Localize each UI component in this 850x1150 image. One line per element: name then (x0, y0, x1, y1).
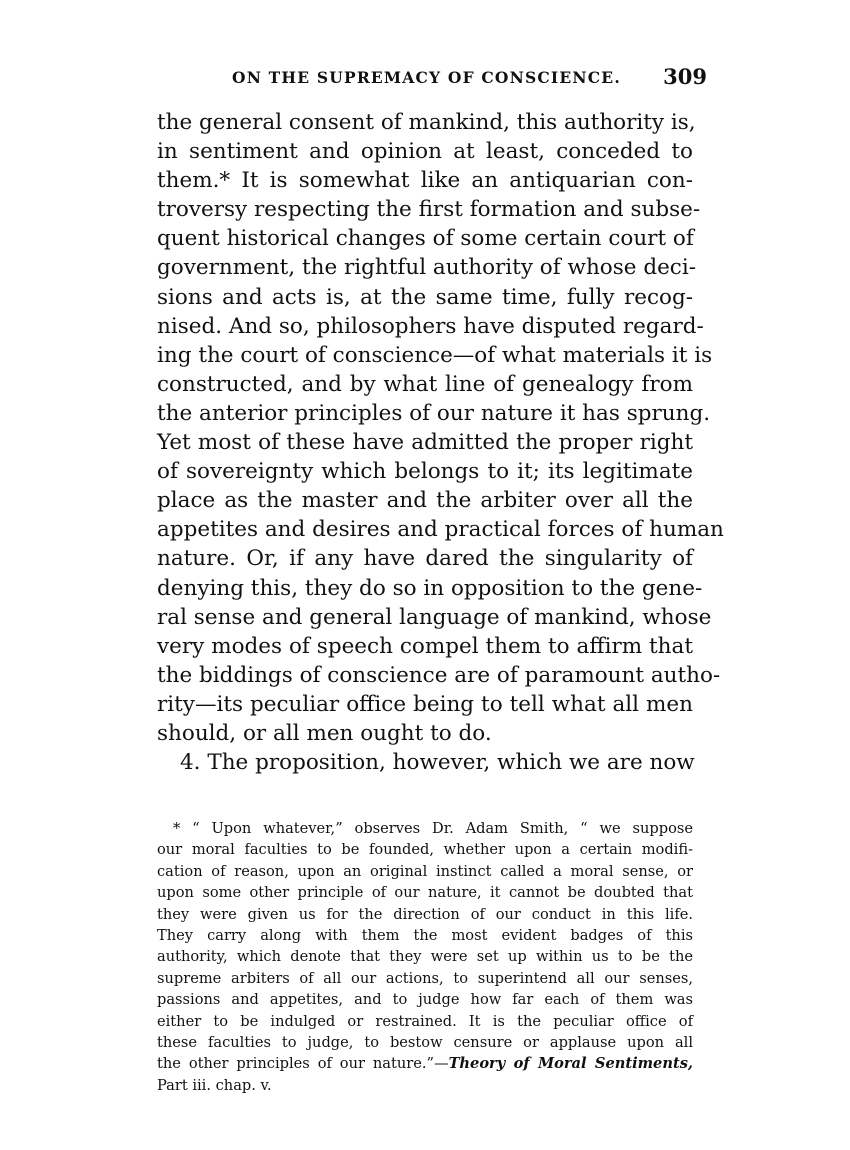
footnote-line: authority, which denote that they were set up within us to be the (157, 948, 693, 966)
running-header (232, 64, 707, 88)
footnote-line (157, 1053, 693, 1074)
footnote-source-title: Theory of Moral Sentiments, (448, 1055, 693, 1073)
footnote-line: our moral faculties to be founded, whether upon a certain modifi- (157, 841, 693, 859)
text-line: very modes of speech compel them to affirm that (157, 633, 693, 659)
text-line: appetites and desires and practical forces of human (157, 517, 724, 543)
text-line: nised. And so, philosophers have disputed regard- (157, 313, 704, 339)
text-line: the general consent of mankind, this authority is, (157, 110, 696, 135)
section-start-line: 4. The proposition, however, which we are now (180, 750, 695, 776)
text-line: the anterior principles of our nature it has sprung. (157, 400, 711, 426)
text-line: nature. Or, if any have dared the singularity of (157, 546, 693, 572)
footnote-line: Part iii. chap. v. (157, 1076, 272, 1094)
running-head-title: ON THE SUPREMACY OF CONSCIENCE. (232, 68, 621, 87)
footnote-text: the other principles of our nature.”— (157, 1055, 449, 1073)
text-line: ral sense and general language of mankind, whose (157, 604, 712, 630)
text-line: ing the court of conscience—of what materials it is (157, 342, 713, 368)
main-text (157, 108, 724, 777)
text-line: should, or all men ought to do. (157, 720, 492, 746)
footnote-line: either to be indulged or restrained. It is the peculiar office of (157, 1012, 693, 1030)
text-line: denying this, they do so in opposition to the gene- (157, 575, 703, 601)
footnote-line: passions and appetites, and to judge how far each of them was (157, 991, 693, 1009)
text-line: government, the rightful authority of whose deci- (157, 255, 696, 281)
text-line: Yet most of these have admitted the proper right (157, 430, 693, 456)
text-line: them.* It is somewhat like an antiquarian con- (157, 168, 693, 194)
text-line: in sentiment and opinion at least, conceded to (157, 139, 693, 165)
footnote-line: supreme arbiters of all our actions, to superintend all our senses, (157, 969, 693, 987)
footnote (157, 818, 693, 1096)
footnote-line: They carry along with them the most evident badges of this (157, 926, 693, 944)
footnote-line: these faculties to judge, to bestow censure or applause upon all (157, 1033, 693, 1051)
footnote-line: upon some other principle of our nature, it cannot be doubted that (157, 884, 693, 902)
text-line: quent historical changes of some certain court of (157, 226, 694, 252)
footnote-line: * “ Upon whatever,” observes Dr. Adam Smith, “ we suppose (173, 820, 693, 837)
page-number: 309 (663, 64, 707, 89)
text-line: place as the master and the arbiter over all the (157, 488, 693, 514)
text-line: of sovereignty which belongs to it; its legitimate (157, 459, 693, 485)
footnote-line: cation of reason, upon an original instinct called a moral sense, or (157, 862, 693, 880)
text-line: the biddings of conscience are of paramount autho- (157, 662, 721, 688)
text-line: troversy respecting the first formation and subse- (157, 197, 701, 223)
text-line: rity—its peculiar office being to tell what all men (157, 691, 693, 717)
text-line: sions and acts is, at the same time, fully recog- (157, 284, 693, 310)
footnote-line: they were given us for the direction of our conduct in this life. (157, 905, 693, 923)
text-line: constructed, and by what line of genealogy from (157, 371, 693, 397)
